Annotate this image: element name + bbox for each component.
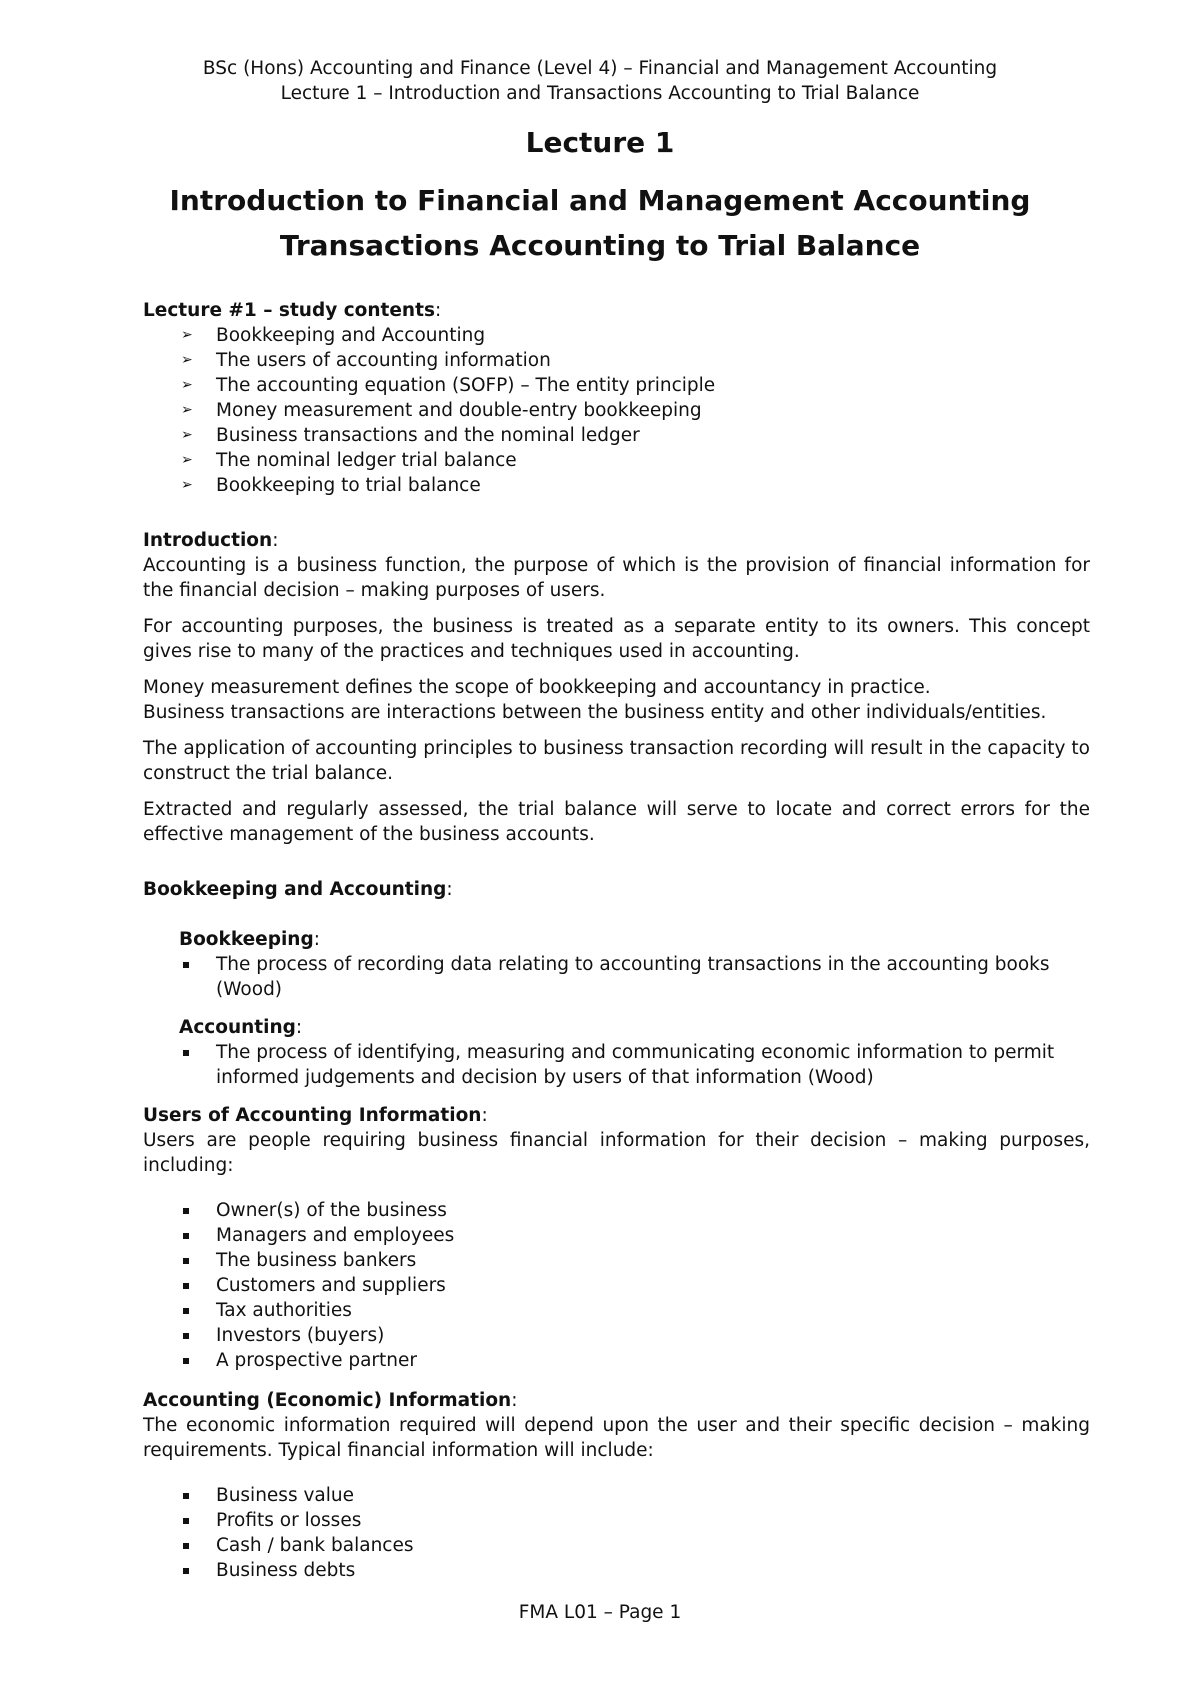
square-bullet-icon xyxy=(183,1233,189,1239)
header-line-2: Lecture 1 – Introduction and Transactions Accounting to Trial Balance xyxy=(280,83,920,104)
square-bullet-icon xyxy=(183,962,189,968)
square-bullet-icon xyxy=(183,1308,189,1314)
paragraph: The economic information required will depend upon the user and their specific decision – making requirements. Typical financial information will include: xyxy=(143,1415,1090,1461)
list-item: ➢ Bookkeeping and Accounting xyxy=(181,325,486,346)
list-item: Tax authorities xyxy=(143,1298,1090,1323)
paragraph: The application of accounting principles to business transaction recording will result in the capacity to construct the trial balance. xyxy=(143,738,1090,784)
users-list xyxy=(143,1198,1090,1373)
list-item: Cash / bank balances xyxy=(143,1533,1090,1558)
paragraph: Money measurement defines the scope of bookkeeping and accountancy in practice. xyxy=(143,677,931,698)
paragraph: Business transactions are interactions between the business entity and other individuals/entities. xyxy=(143,702,1047,723)
list-item: Profits or losses xyxy=(143,1508,1090,1533)
list-item: Investors (buyers) xyxy=(143,1323,1090,1348)
list-item: ➢ Money measurement and double-entry bookkeeping xyxy=(181,400,702,421)
paragraph: Extracted and regularly assessed, the trial balance will serve to locate and correct errors for the effective management of the business accounts. xyxy=(143,799,1090,845)
economic-information-list xyxy=(143,1483,1090,1583)
introduction-section xyxy=(143,528,1090,847)
study-contents-list xyxy=(143,323,1090,498)
square-bullet-icon xyxy=(183,1283,189,1289)
square-bullet-icon xyxy=(183,1543,189,1549)
square-bullet-icon xyxy=(183,1358,189,1364)
bookkeeping-accounting-heading: Bookkeeping and Accounting: xyxy=(143,879,453,900)
list-item: Owner(s) of the business xyxy=(143,1198,1090,1223)
users-heading: Users of Accounting Information: xyxy=(143,1105,488,1126)
paragraph: Users are people requiring business financial information for their decision – making purposes, including: xyxy=(143,1130,1090,1176)
list-item: ➢ Business transactions and the nominal ledger xyxy=(181,425,640,446)
square-bullet-icon xyxy=(183,1050,189,1056)
running-header xyxy=(110,56,1090,106)
arrow-bullet-icon: ➢ xyxy=(181,352,193,368)
arrow-bullet-icon: ➢ xyxy=(181,377,193,393)
arrow-bullet-icon: ➢ xyxy=(181,427,193,443)
list-item: The process of recording data relating to accounting transactions in the accounting books (Wood) xyxy=(143,952,1090,1002)
list-item: Customers and suppliers xyxy=(143,1273,1090,1298)
bookkeeping-accounting-section xyxy=(143,877,1090,1090)
arrow-bullet-icon: ➢ xyxy=(181,477,193,493)
square-bullet-icon xyxy=(183,1568,189,1574)
study-contents-heading: Lecture #1 – study contents: xyxy=(143,300,442,321)
paragraph: For accounting purposes, the business is treated as a separate entity to its owners. This concept gives rise to many of the practices and techniques used in accounting. xyxy=(143,616,1090,662)
main-title xyxy=(110,178,1090,268)
users-section xyxy=(143,1103,1090,1373)
arrow-bullet-icon: ➢ xyxy=(181,402,193,418)
arrow-bullet-icon: ➢ xyxy=(181,452,193,468)
accounting-subheading: Accounting: xyxy=(179,1017,303,1038)
list-item: A prospective partner xyxy=(143,1348,1090,1373)
list-item: Managers and employees xyxy=(143,1223,1090,1248)
bookkeeping-definition-list xyxy=(143,952,1090,1002)
square-bullet-icon xyxy=(183,1333,189,1339)
study-contents-section xyxy=(143,298,1090,498)
list-item: ➢ The users of accounting information xyxy=(181,350,551,371)
paragraph: Accounting is a business function, the purpose of which is the provision of financial information for the financial decision – making purposes of users. xyxy=(143,555,1090,601)
list-item: ➢ The accounting equation (SOFP) – The entity principle xyxy=(181,375,716,396)
square-bullet-icon xyxy=(183,1518,189,1524)
lecture-number-title: Lecture 1 xyxy=(525,126,675,159)
list-item: The business bankers xyxy=(143,1248,1090,1273)
introduction-heading: Introduction: xyxy=(143,530,279,551)
bookkeeping-subheading: Bookkeeping: xyxy=(179,929,320,950)
square-bullet-icon xyxy=(183,1208,189,1214)
main-title-line-1: Introduction to Financial and Management Accounting xyxy=(169,184,1031,217)
economic-information-section xyxy=(143,1388,1090,1583)
list-item: Business value xyxy=(143,1483,1090,1508)
square-bullet-icon xyxy=(183,1493,189,1499)
economic-information-heading: Accounting (Economic) Information: xyxy=(143,1390,518,1411)
list-item: ➢ The nominal ledger trial balance xyxy=(181,450,517,471)
accounting-definition-list xyxy=(143,1040,1090,1090)
list-item: ➢ Bookkeeping to trial balance xyxy=(181,475,481,496)
list-item: The process of identifying, measuring and communicating economic information to permit informed judgements and decision by users of that information (Wood) xyxy=(143,1040,1090,1090)
page-footer: FMA L01 – Page 1 xyxy=(518,1602,682,1623)
square-bullet-icon xyxy=(183,1258,189,1264)
header-line-1: BSc (Hons) Accounting and Finance (Level 4) – Financial and Management Accounting xyxy=(202,58,998,79)
main-title-line-2: Transactions Accounting to Trial Balance xyxy=(279,229,921,262)
arrow-bullet-icon: ➢ xyxy=(181,327,193,343)
list-item: Business debts xyxy=(143,1558,1090,1583)
